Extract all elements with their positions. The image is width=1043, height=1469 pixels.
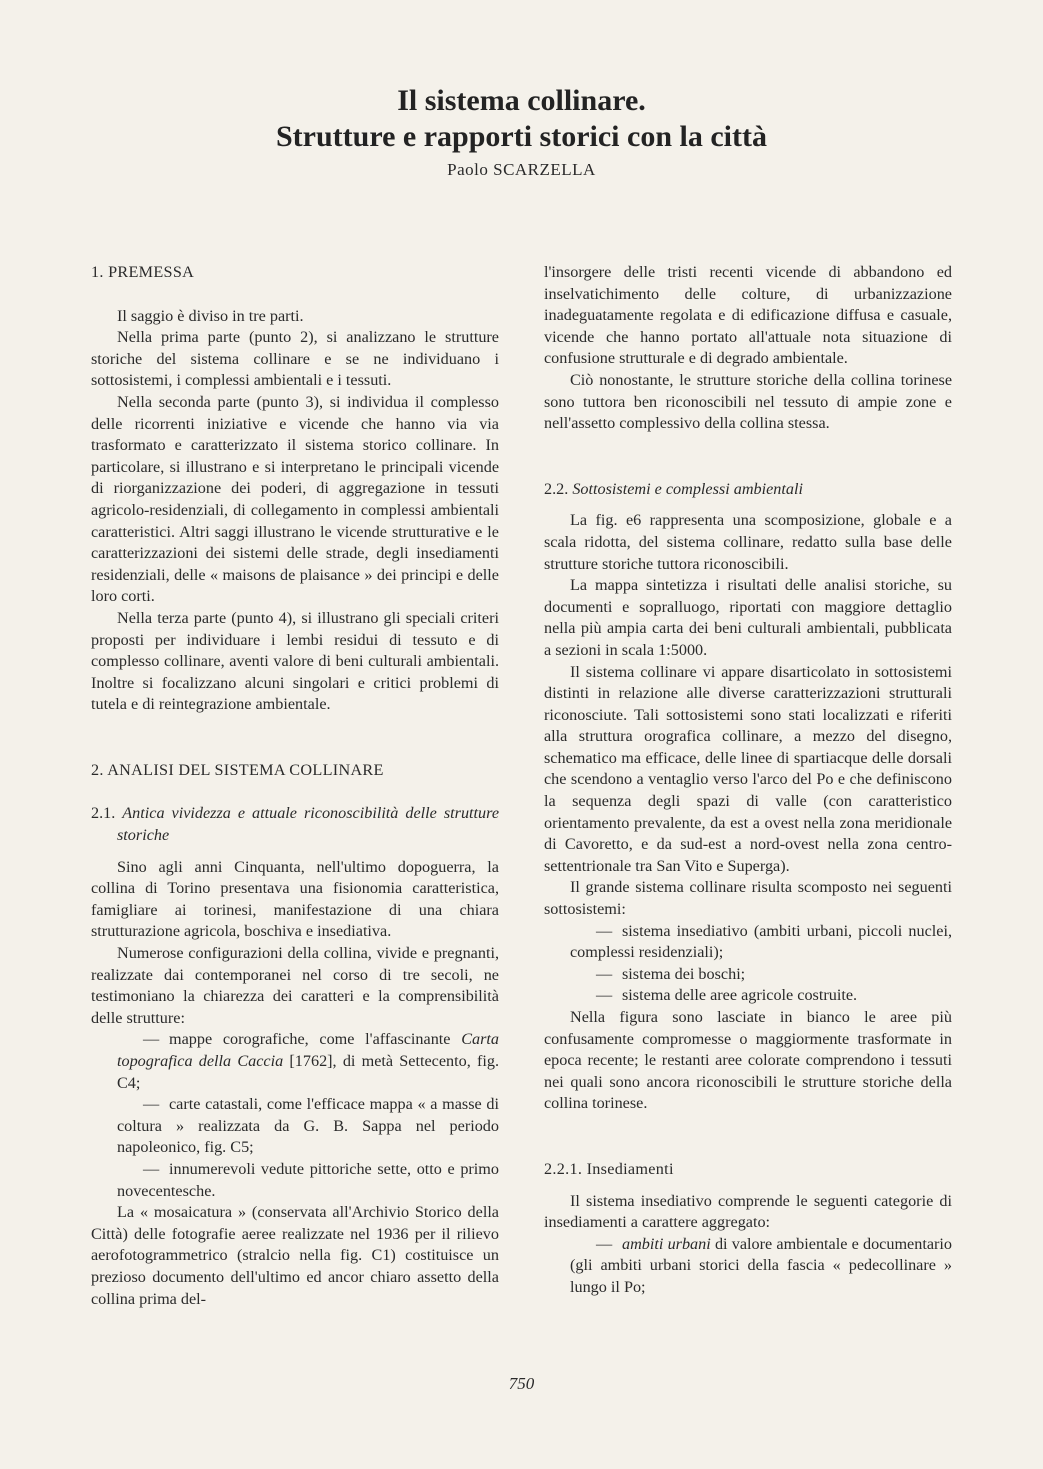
- dash-marker: —: [596, 986, 613, 1005]
- list-italic-text: Carta topografica della Caccia: [117, 1030, 499, 1070]
- paragraph: Il sistema collinare vi appare disarticolato in sottosistemi distinti in relazione alle diverse caratterizzazioni strutturali riconosciute. Tali sottosistemi sono stati localizzati e riferiti alla struttura orografica collinare, a mezzo del disegno, schematico ma efficace, delle linee di spartiacque delle dorsali che scendono a ventaglio verso l'arco del Po e che definiscono la sequenza degli spazi di valle (con caratteristico orientamento prevalente, da est a ovest nella zona meridionale di Cavoretto, e da sud-est a nord-ovest nella zona centro-settentrionale tra San Vito e Superga).: [544, 662, 952, 875]
- paragraph: Nella prima parte (punto 2), si analizzano le strutture storiche del sistema collinare e se ne individuano i sottosistemi, i complessi ambientali e i tessuti.: [91, 328, 499, 390]
- paragraph: Sino agli anni Cinquanta, nell'ultimo dopoguerra, la collina di Torino presentava una fisionomia caratteristica, famigliare ai torinesi, manifestazione di una chiara strutturazione agricola, boschiva e insediativa.: [91, 857, 499, 941]
- list-item: [544, 964, 952, 986]
- list-item: [544, 985, 952, 1007]
- subsection-heading-2-1: [91, 803, 499, 846]
- list-text: sistema insediativo (ambiti urbani, piccoli nuclei, complessi residenziali);: [570, 921, 952, 962]
- paragraph: Numerose configurazioni della collina, vivide e pregnanti, realizzate dai contemporanei nel corso di tre secoli, ne testimoniano la chiarezza dei caratteri e la comprensibilità delle strutture:: [91, 944, 499, 1027]
- title-line-2: Strutture e rapporti storici con la città: [275, 120, 767, 153]
- list-text: mappe corografiche, come l'affascinante: [169, 1030, 462, 1049]
- subsection-number: 2.2.: [544, 479, 569, 498]
- list-text: sistema delle aree agricole costruite.: [622, 986, 858, 1005]
- paragraph: Nella figura sono lasciate in bianco le aree più confusamente compromesse o maggiormente trasformate in epoca recente; le restanti aree colorate comprendono i tessuti nei quali sono ancora riconoscibili le strutture storiche della collina torinese.: [544, 1008, 952, 1113]
- paragraph: La mappa sintetizza i risultati delle analisi storiche, su documenti e sopralluogo, riportati con maggiore dettaglio nella più ampia carta dei beni culturali ambientali, pubblicata a sezioni in scala 1:5000.: [544, 576, 952, 659]
- list-italic-text: ambiti urbani: [622, 1234, 711, 1253]
- paragraph: Ciò nonostante, le strutture storiche della collina torinese sono tuttora ben riconoscibili nel tessuto di ampie zone e nell'assetto complessivo della collina stessa.: [544, 370, 952, 433]
- subsection-heading-2-2: [544, 479, 952, 501]
- list-text: innumerevoli vedute pittoriche sette, otto e primo novecentesche.: [117, 1159, 499, 1200]
- list-item: [544, 1234, 952, 1299]
- list-text: [1762], di metà Settecento, fig. C4;: [117, 1052, 499, 1092]
- section-heading-2: 2. ANALISI DEL SISTEMA COLLINARE: [91, 760, 384, 779]
- left-column: [91, 262, 499, 1310]
- list-item: [91, 1029, 499, 1094]
- list-item: [91, 1094, 499, 1159]
- paragraph: Il grande sistema collinare risulta scomposto nei seguenti sottosistemi:: [544, 878, 952, 919]
- author: Paolo SCARZELLA: [447, 160, 596, 179]
- right-column: [544, 262, 952, 1299]
- dash-marker: —: [143, 1030, 160, 1049]
- dash-marker: —: [596, 964, 613, 983]
- paragraph: Il saggio è diviso in tre parti.: [117, 306, 304, 325]
- paragraph: Nella terza parte (punto 4), si illustrano gli speciali criteri proposti per individuare i lembi residui di tessuto e di complesso collinare, aventi valore di beni culturali ambientali. Inoltre si focalizzano alcuni singolari e critici problemi di tutela e di reintegrazione ambientale.: [91, 608, 499, 714]
- dash-marker: —: [143, 1095, 160, 1114]
- list-text: carte catastali, come l'efficace mappa « a masse di coltura » realizzata da G. B. Sappa nel periodo napoleonico, fig. C5;: [117, 1095, 499, 1157]
- paragraph: Nella seconda parte (punto 3), si individua il complesso delle ricorrenti iniziative e vicende che hanno via via trasformato e caratterizzato il sistema storico collinare. In particolare, si illustrano e si interpretano le principali vicende di riorganizzazione dei poderi, di aggregazione in tessuti agricolo-residenziali, di collegamento in complessi ambientali caratteristici. Altri saggi illustrano le vicende strutturative e le caratterizzazioni dei sistemi delle strade, degli insediamenti residenziali, delle « maisons de plaisance » dei principi e delle loro corti.: [91, 392, 499, 606]
- dash-marker: —: [596, 921, 613, 940]
- paragraph: l'insorgere delle tristi recenti vicende di abbandono ed inselvatichimento delle colture, di urbanizzazione inadeguatamente regolata e di edificazione diffusa e casuale, vicende che hanno portato all'attuale nota situazione di confusione strutturale e di degrado ambientale.: [544, 263, 952, 368]
- subsection-title: Sottosistemi e complessi ambientali: [572, 479, 803, 498]
- paragraph: La fig. e6 rappresenta una scomposizione, globale e a scala ridotta, del sistema collinare, redatto sulla base delle strutture storiche tuttora riconoscibili.: [544, 511, 952, 573]
- section-heading-1: 1. PREMESSA: [91, 263, 195, 281]
- paragraph: Il sistema insediativo comprende le seguenti categorie di insediamenti a carattere aggregato:: [544, 1191, 952, 1232]
- page-number: 750: [508, 1374, 535, 1393]
- list-text: sistema dei boschi;: [622, 964, 746, 983]
- paragraph: La « mosaicatura » (conservata all'Archivio Storico della Città) delle fotografie aeree realizzate nel 1936 per il rilievo aerofotogrammetrico (stralcio nella fig. C1) costituisce un prezioso documento dell'ultimo ed ancor chiaro assetto della collina prima del-: [91, 1203, 499, 1308]
- list-item: [91, 1159, 499, 1202]
- title-line-1: Il sistema collinare.: [397, 84, 646, 117]
- list-item: [544, 921, 952, 964]
- subsection-number: 2.1.: [91, 804, 116, 823]
- subsection-heading-2-2-1: 2.2.1. Insediamenti: [544, 1159, 674, 1178]
- dash-marker: —: [143, 1159, 160, 1178]
- subsection-title: Antica vividezza e attuale riconoscibilità delle strutture storiche: [117, 804, 500, 845]
- dash-marker: —: [596, 1234, 613, 1253]
- list-text: di valore ambientale e documentario (gli ambiti urbani storici della fascia « pedecollinare » lungo il Po;: [570, 1234, 952, 1296]
